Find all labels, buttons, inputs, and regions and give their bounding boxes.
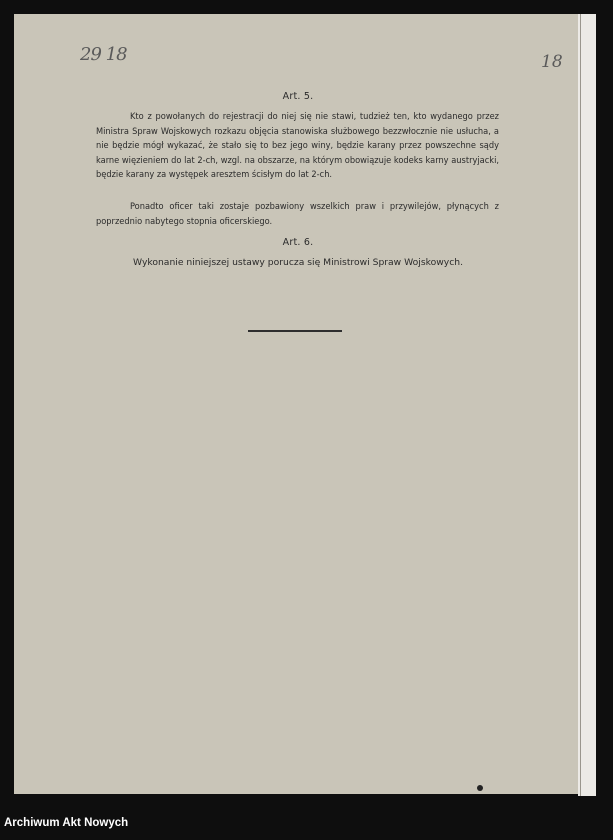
ink-dot: [477, 785, 483, 791]
underlying-page-edge: [578, 14, 596, 796]
handwritten-page-number: 18: [541, 52, 563, 72]
document-page: [14, 14, 582, 794]
art6-text: Wykonanie niniejszej ustawy porucza się Ministrowi Spraw Wojskowych.: [133, 257, 463, 268]
page-edge-line: [580, 14, 581, 796]
art5-paragraph-2: Ponadto oficer taki zostaje pozbawiony wszelkich praw i przywilejów, płynących z poprzednio nabytego stopnia oficerskiego.: [96, 201, 499, 227]
archive-watermark: Archiwum Akt Nowych: [4, 817, 129, 829]
art6-heading: Art. 6.: [282, 237, 314, 248]
closing-rule: [248, 330, 342, 332]
art5-paragraph-1: Kto z powołanych do rejestracji do niej się nie stawi, tudzież ten, kto wydanego przez Ministra Spraw Wojskowych rozkazu objęcia stanowiska służbowego bezzwłocznie nie usłucha, a nie będzie mógł wykazać, że stało się to bez jego winy, będzie karany przez powszechne sądy karne więzieniem do lat 2-ch, wzgl. na obszarze, na którym obowiązuje kodeks karny austryjacki, będzie karany za występek aresztem ścisłym do lat 2-ch.: [96, 111, 499, 181]
art5-heading: Art. 5.: [282, 91, 314, 102]
handwritten-number-left: 29 18: [80, 44, 127, 65]
